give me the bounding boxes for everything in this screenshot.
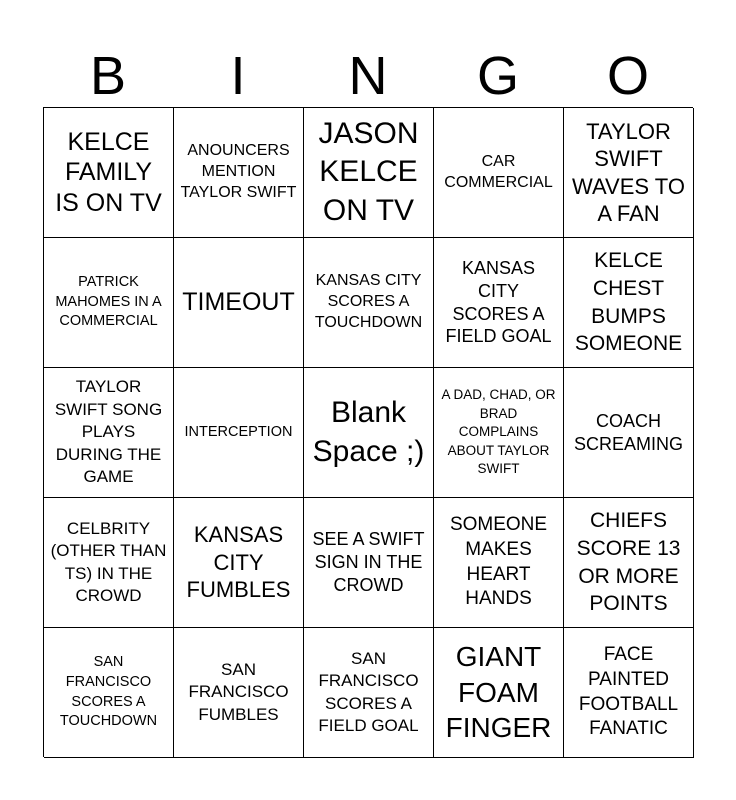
- header-letter-b: B: [89, 46, 127, 106]
- bingo-cell[interactable]: CHIEFS SCORE 13 OR MORE POINTS: [564, 498, 694, 628]
- bingo-cell[interactable]: JASON KELCE ON TV: [304, 108, 434, 238]
- bingo-cell[interactable]: ANOUNCERS MENTION TAYLOR SWIFT: [174, 108, 304, 238]
- bingo-cell[interactable]: COACH SCREAMING: [564, 368, 694, 498]
- bingo-cell[interactable]: Blank Space ;): [304, 368, 434, 498]
- bingo-cell[interactable]: SAN FRANCISCO SCORES A FIELD GOAL: [304, 628, 434, 758]
- bingo-board: [43, 107, 693, 757]
- header-letter-n: N: [348, 46, 388, 106]
- bingo-cell[interactable]: KELCE CHEST BUMPS SOMEONE: [564, 238, 694, 368]
- bingo-cell[interactable]: KANSAS CITY SCORES A FIELD GOAL: [434, 238, 564, 368]
- header-letter-i: I: [230, 46, 246, 106]
- bingo-cell[interactable]: TAYLOR SWIFT SONG PLAYS DURING THE GAME: [44, 368, 174, 498]
- bingo-cell[interactable]: KANSAS CITY FUMBLES: [174, 498, 304, 628]
- bingo-cell[interactable]: PATRICK MAHOMES IN A COMMERCIAL: [44, 238, 174, 368]
- header-letter-g: G: [476, 46, 519, 106]
- bingo-cell[interactable]: KANSAS CITY SCORES A TOUCHDOWN: [304, 238, 434, 368]
- bingo-cell[interactable]: TAYLOR SWIFT WAVES TO A FAN: [564, 108, 694, 238]
- bingo-cell[interactable]: CELBRITY (OTHER THAN TS) IN THE CROWD: [44, 498, 174, 628]
- bingo-header: [43, 44, 693, 108]
- bingo-cell[interactable]: INTERCEPTION: [174, 368, 304, 498]
- bingo-cell[interactable]: A DAD, CHAD, OR BRAD COMPLAINS ABOUT TAYLOR SWIFT: [434, 368, 564, 498]
- bingo-cell[interactable]: GIANT FOAM FINGER: [434, 628, 564, 758]
- bingo-cell[interactable]: SEE A SWIFT SIGN IN THE CROWD: [304, 498, 434, 628]
- bingo-cell[interactable]: FACE PAINTED FOOTBALL FANATIC: [564, 628, 694, 758]
- bingo-cell[interactable]: SAN FRANCISCO SCORES A TOUCHDOWN: [44, 628, 174, 758]
- bingo-cell[interactable]: CAR COMMERCIAL: [434, 108, 564, 238]
- bingo-cell[interactable]: TIMEOUT: [174, 238, 304, 368]
- bingo-cell[interactable]: SAN FRANCISCO FUMBLES: [174, 628, 304, 758]
- header-letter-o: O: [606, 46, 649, 106]
- bingo-cell[interactable]: KELCE FAMILY IS ON TV: [44, 108, 174, 238]
- bingo-cell[interactable]: SOMEONE MAKES HEART HANDS: [434, 498, 564, 628]
